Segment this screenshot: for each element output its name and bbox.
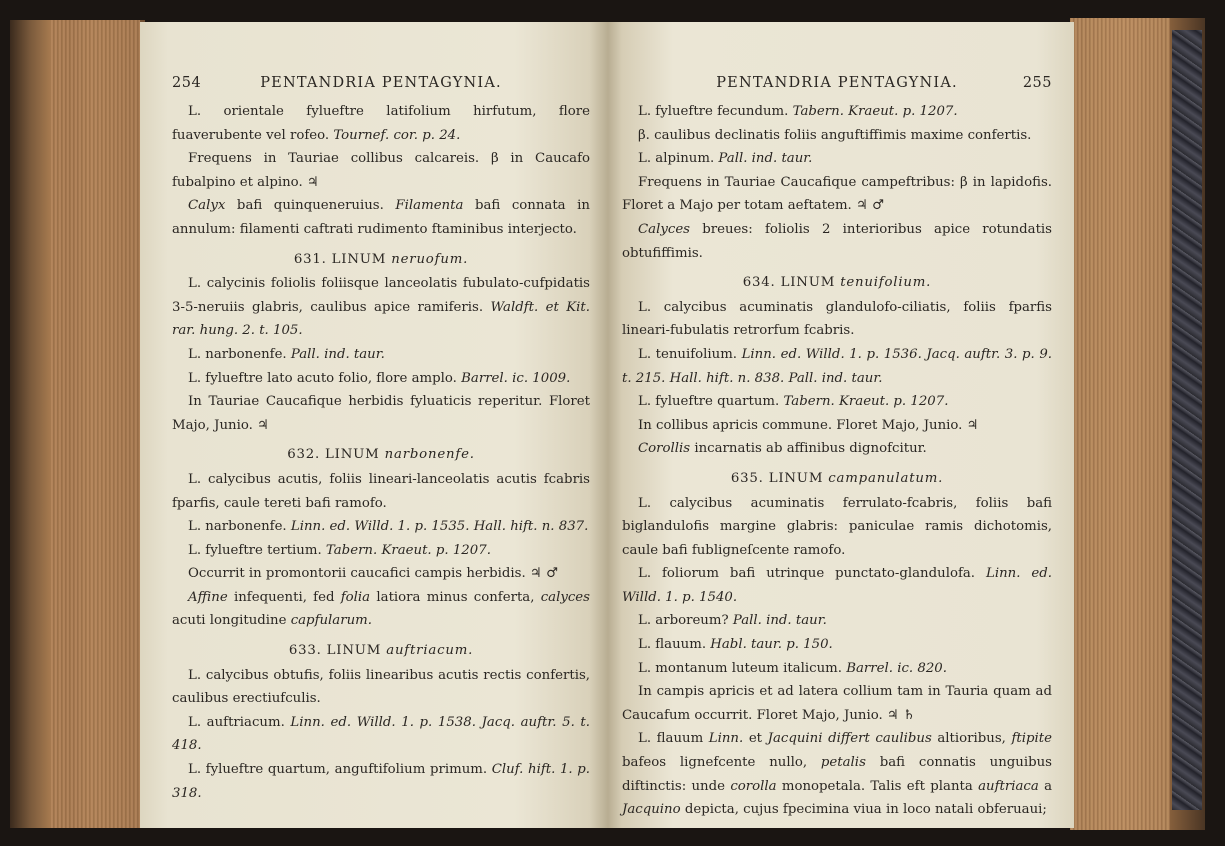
text-paragraph (622, 633, 1052, 657)
italic-text: Linn. ed. Willd. 1. p. 1536. Jacq. auftr. 3. p. 9. t. 215. Hall. hift. n. 838. Pall. ind. taur. (622, 346, 1053, 386)
italic-text: Pall. ind. taur. (290, 346, 385, 362)
text-run: L. foliorum bafi utrinque punctato-glandulofa. (638, 566, 986, 582)
italic-text: Tournef. cor. p. 24. (333, 127, 461, 143)
text-paragraph (622, 657, 1052, 681)
text-paragraph (172, 586, 590, 633)
text-paragraph (622, 609, 1052, 633)
text-paragraph (172, 711, 590, 758)
right-page-number: 255 (1022, 75, 1052, 91)
text-run: 632. LINUM (287, 447, 385, 463)
text-run: L. calycinis foliolis foliisque lanceolatis fubulato-cufpidatis 3-5-neruiis glabris, caulibus apice ramiferis. (172, 276, 590, 315)
text-run: L. fylueftre quartum, anguftifolium primum. (188, 762, 492, 778)
text-run: 631. LINUM (293, 251, 392, 267)
species-heading (622, 467, 1052, 491)
text-paragraph (172, 194, 590, 241)
italic-text: Pall. ind. taur. (732, 613, 827, 629)
italic-text: petalis (820, 755, 866, 771)
text-run: altioribus, (931, 731, 1012, 747)
italic-text: auftriacum. (386, 643, 474, 659)
text-run: L. calycibus obtufis, foliis linearibus acutis rectis confertis, caulibus erectiufculis. (172, 667, 590, 707)
italic-text: Tabern. Kraeut. p. 1207. (783, 394, 949, 410)
italic-text: Linn. ed. Willd. 1. p. 1538. Jacq. auftr. 5. t. 418. (172, 714, 590, 754)
italic-text: Linn. ed. Willd. 1. p. 1540. (622, 566, 1052, 605)
text-paragraph (172, 343, 590, 367)
text-paragraph (172, 468, 590, 515)
text-run: L. arboreum? (638, 613, 733, 629)
italic-text: corolla (730, 778, 777, 794)
text-run: L. narbonenfe. (188, 346, 291, 362)
text-paragraph (622, 727, 1052, 821)
text-paragraph (172, 664, 590, 711)
text-paragraph (622, 171, 1052, 218)
text-run: monopetala. Talis eft planta (776, 778, 979, 794)
italic-text: Jacquini differt caulibus (767, 731, 932, 747)
italic-text: Pall. ind. taur. (718, 151, 813, 167)
text-paragraph (172, 758, 590, 805)
text-run: In collibus apricis commune. Floret Majo, Junio. ♃ (638, 417, 979, 433)
text-run: L. auftriacum. (188, 714, 291, 730)
text-paragraph (622, 218, 1052, 265)
text-run: Frequens in Tauriae Caucafique campeftribus: β in lapidofis. Floret a Majo per totam aeftatem. ♃ ♂ (622, 174, 1052, 214)
text-run: L. tenuifolium. (638, 346, 742, 362)
text-run: L. narbonenfe. (188, 519, 291, 535)
italic-text: Tabern. Kraeut. p. 1207. (792, 104, 958, 119)
text-run: Frequens in Tauriae collibus calcareis. β in Caucafo fubalpino et alpino. ♃ (172, 151, 590, 190)
italic-text: Barrel. ic. 1009. (461, 370, 571, 386)
italic-text: Linn. ed. Willd. 1. p. 1535. Hall. hift. n. 837. (290, 519, 589, 535)
text-run: depicta, cujus fpecimina viua in loco natali obferuaui; (680, 802, 1047, 818)
italic-text: tenuifolium. (840, 275, 932, 291)
species-heading (172, 639, 590, 663)
italic-text: ftipite (1011, 731, 1052, 747)
italic-text: calyces (540, 589, 590, 605)
text-paragraph (622, 414, 1052, 438)
left-page-header: PENTANDRIA PENTAGYNIA. (260, 75, 502, 91)
text-run: L. calycibus acuminatis ferrulato-fcabris, foliis bafi biglandulofis margine glabris: paniculae ramis dichotomis, caule bafi fubligneſcente ramofo. (622, 495, 1052, 558)
text-run: L. calycibus acuminatis glandulofo-ciliatis, foliis fparfis lineari-fubulatis retrorfum fcabris. (622, 299, 1052, 339)
text-run: bafi connatis unguibus diftinctis: unde (622, 755, 1052, 794)
italic-text: Waldft. et Kit. rar. hung. 2. t. 105. (172, 299, 591, 339)
text-run: Occurrit in promontorii caucafici campis herbidis. ♃ ♂ (188, 566, 558, 582)
text-run: 634. LINUM (742, 275, 841, 291)
text-paragraph (622, 437, 1052, 461)
text-run: L. flauum. (638, 637, 711, 653)
marbled-cover (1172, 30, 1202, 810)
right-running-head (622, 72, 1052, 94)
italic-text: campanulatum. (828, 470, 944, 486)
text-run: β. caulibus declinatis foliis anguftiffimis maxime confertis. (638, 127, 1032, 143)
text-paragraph (172, 562, 590, 586)
text-run: L. flauum (638, 731, 709, 747)
text-run: bafi quinqueneruius. (225, 198, 396, 214)
italic-text: Filamenta (395, 198, 464, 214)
text-run: latiora minus conferta, (370, 589, 541, 605)
text-paragraph (622, 562, 1052, 609)
text-run: breues: foliolis 2 interioribus apice rotundatis obtufiffimis. (622, 221, 1052, 261)
italic-text: Linn. (708, 731, 744, 747)
text-run: bafeos lignefcente nullo, (622, 755, 821, 771)
right-page-body (622, 100, 1052, 822)
text-paragraph (172, 100, 590, 147)
species-heading (622, 271, 1052, 295)
italic-text: Tabern. Kraeut. p. 1207. (325, 542, 491, 558)
left-page-number: 254 (172, 75, 202, 91)
text-paragraph (172, 367, 590, 391)
text-paragraph (622, 390, 1052, 414)
text-paragraph (622, 343, 1052, 390)
italic-text: folia (340, 589, 371, 605)
text-run: 633. LINUM (288, 643, 387, 659)
text-run: L. orientale fylueftre latifolium hirfutum, flore fuaverubente vel rofeo. (172, 104, 590, 143)
text-paragraph (622, 296, 1052, 343)
text-run: L. fylueftre quartum. (638, 394, 784, 410)
text-run: L. fylueftre fecundum. (638, 104, 793, 119)
right-page-header: PENTANDRIA PENTAGYNIA. (716, 75, 958, 91)
italic-text: Affine (188, 589, 228, 605)
species-heading (172, 248, 590, 272)
text-run: a (1038, 778, 1052, 794)
italic-text: Jacquino (622, 802, 681, 818)
text-run: acuti longitudine (172, 613, 291, 629)
text-run: L. calycibus acutis, foliis lineari-lanceolatis acutis fcabris fparfis, caule tereti bafi ramofo. (172, 471, 590, 511)
text-paragraph (622, 147, 1052, 171)
text-paragraph (172, 272, 590, 343)
left-page-block-edge (10, 20, 145, 828)
text-run: L. fylueftre tertium. (188, 542, 326, 558)
text-paragraph (172, 539, 590, 563)
text-paragraph (172, 147, 590, 194)
left-page-body (172, 100, 590, 805)
text-run: In campis apricis et ad latera collium tam in Tauria quam ad Caucafum occurrit. Floret Majo, Junio. ♃ ♄ (622, 684, 1052, 723)
italic-text: Calyces (638, 221, 691, 237)
text-run: L. montanum luteum italicum. (638, 660, 847, 676)
text-run: 635. LINUM (730, 470, 829, 486)
text-run: L. fylueftre lato acuto folio, flore amplo. (188, 370, 462, 386)
text-paragraph (622, 100, 1052, 124)
italic-text: Calyx (188, 198, 226, 214)
text-paragraph (622, 492, 1052, 563)
species-heading (172, 443, 590, 467)
italic-text: Corollis (638, 441, 691, 457)
italic-text: narbonenfe. (384, 447, 475, 463)
italic-text: capfularum. (290, 613, 372, 629)
text-run: L. alpinum. (638, 151, 719, 167)
text-run: In Tauriae Caucafique herbidis fyluaticis reperitur. Floret Majo, Junio. ♃ (172, 394, 590, 433)
text-paragraph (622, 680, 1052, 727)
italic-text: Habl. taur. p. 150. (710, 637, 833, 653)
italic-text: auftriaca (978, 778, 1039, 794)
italic-text: Cluf. hift. 1. p. 318. (172, 762, 591, 801)
italic-text: Barrel. ic. 820. (846, 660, 947, 676)
text-paragraph (172, 515, 590, 539)
right-page (608, 22, 1074, 828)
left-running-head (172, 72, 590, 94)
text-run: bafi connata in annulum: filamenti caftrati rudimento ftaminibus interjecto. (172, 198, 590, 237)
text-paragraph (622, 124, 1052, 148)
text-run: et (743, 731, 768, 747)
text-run: infequenti, fed (227, 589, 341, 605)
left-page (140, 22, 608, 828)
text-run: incarnatis ab affinibus dignofcitur. (690, 441, 927, 457)
text-paragraph (172, 390, 590, 437)
italic-text: neruofum. (391, 251, 469, 267)
